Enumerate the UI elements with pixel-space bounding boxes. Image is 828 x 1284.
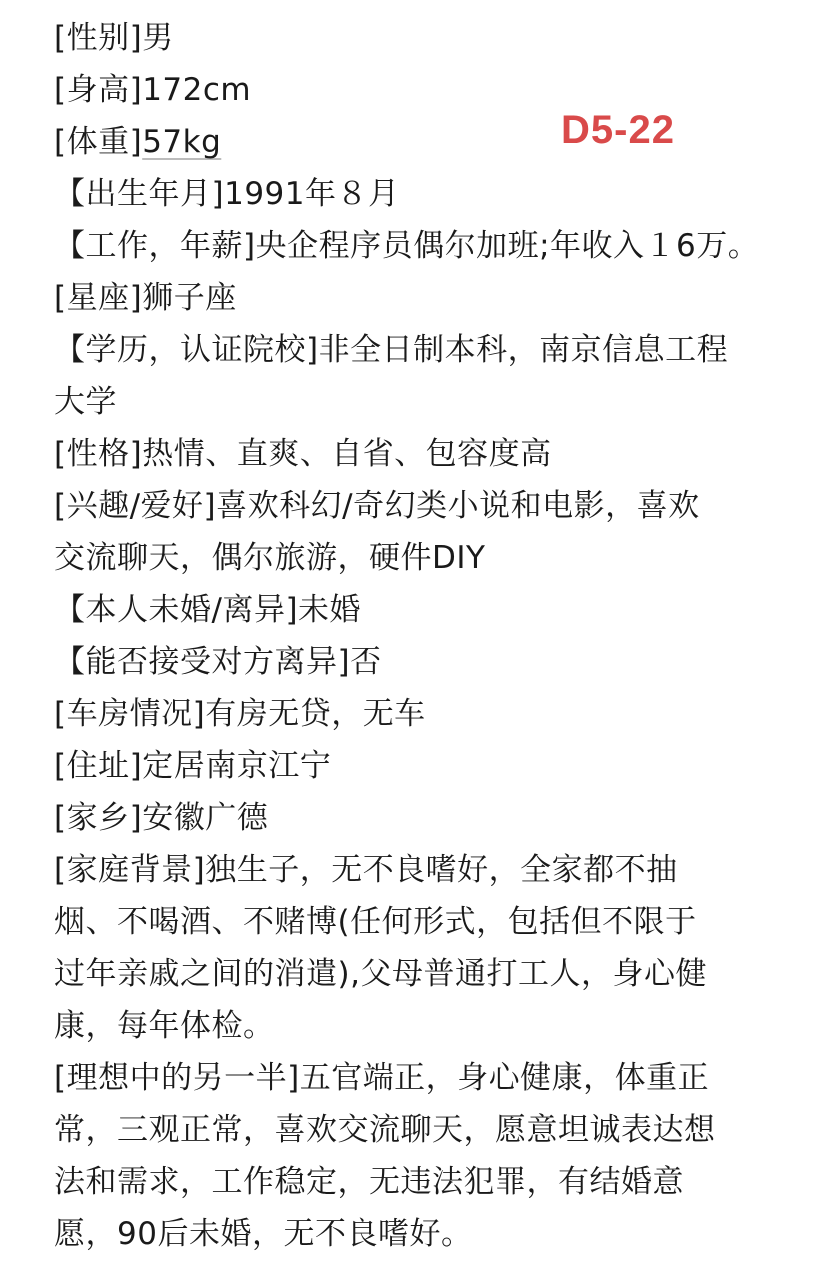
education-line-1: 【学历，认证院校]非全日制本科，南京信息工程 <box>54 332 729 368</box>
id-tag: D5-22 <box>561 108 675 152</box>
zodiac-line: [星座]狮子座 <box>54 280 237 316</box>
ideal-partner-line-4: 愿，90后未婚，无不良嗜好。 <box>54 1216 473 1252</box>
weight-value: 57kg <box>142 124 222 160</box>
family-background-line-1: [家庭背景]独生子，无不良嗜好，全家都不抽 <box>54 852 678 888</box>
accept-divorced-line: 【能否接受对方离异]否 <box>54 644 382 680</box>
profile-text-block <box>54 12 774 1260</box>
family-background-line-3: 过年亲戚之间的消遣),父母普通打工人，身心健 <box>54 956 707 992</box>
education-line-2: 大学 <box>54 384 117 420</box>
height-line: [身高]172cm <box>54 72 252 108</box>
address-line: [住址]定居南京江宁 <box>54 748 332 784</box>
hobbies-line-1: [兴趣/爱好]喜欢科幻/奇幻类小说和电影，喜欢 <box>54 488 700 524</box>
family-background-line-2: 烟、不喝酒、不赌博(任何形式，包括但不限于 <box>54 904 697 940</box>
gender-line: [性别]男 <box>54 20 174 56</box>
car-house-line: [车房情况]有房无贷，无车 <box>54 696 426 732</box>
weight-label: [体重] <box>54 124 143 160</box>
hobbies-line-2: 交流聊天，偶尔旅游，硬件DIY <box>54 540 486 576</box>
ideal-partner-line-1: [理想中的另一半]五官端正，身心健康，体重正 <box>54 1060 710 1096</box>
hometown-line: [家乡]安徽广德 <box>54 800 269 836</box>
ideal-partner-line-2: 常，三观正常，喜欢交流聊天，愿意坦诚表达想 <box>54 1112 716 1148</box>
birth-line: 【出生年月]1991年８月 <box>54 176 400 212</box>
personality-line: [性格]热情、直爽、自省、包容度高 <box>54 436 552 472</box>
marital-status-line: 【本人未婚/离异]未婚 <box>54 592 362 628</box>
job-salary-line: 【工作，年薪]央企程序员偶尔加班;年收入１6万。 <box>54 228 760 264</box>
family-background-line-4: 康，每年体检。 <box>54 1008 275 1044</box>
ideal-partner-line-3: 法和需求，工作稳定，无违法犯罪，有结婚意 <box>54 1164 684 1200</box>
